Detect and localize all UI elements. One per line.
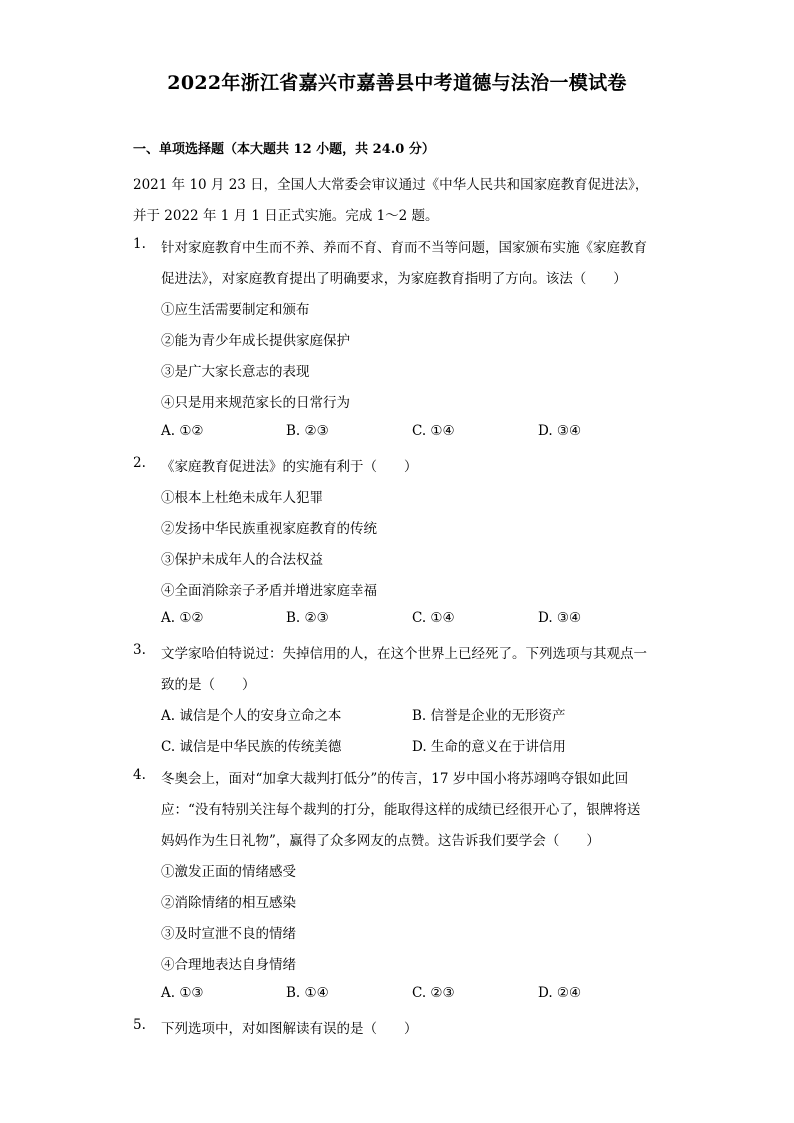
intro-line: 2021 年 10 月 23 日，全国人大常委会审议通过《中华人民共和国家庭教育促进法》， (133, 177, 649, 193)
page-title: 2022年浙江省嘉兴市嘉善县中考道德与法治一模试卷 (167, 72, 627, 94)
question-stem: 促进法》，对家庭教育提出了明确要求，为家庭教育指明了方向。该法（ ） (161, 271, 627, 287)
question-number: 5. (133, 1017, 146, 1033)
option-a[interactable]: A. ①② (161, 610, 204, 626)
option-d[interactable]: D. 生命的意义在于讲信用 (412, 739, 566, 755)
question-item: ①激发正面的情绪感受 (161, 864, 296, 880)
question-stem: 下列选项中，对如图解读有误的是（ ） (161, 1021, 418, 1037)
question-item: ②消除情绪的相互感染 (161, 895, 296, 911)
option-a[interactable]: A. ①③ (161, 985, 204, 1001)
option-b[interactable]: B. ①④ (286, 985, 329, 1001)
question-stem: 应：“没有特别关注每个裁判的打分，能取得这样的成绩已经很开心了，银牌将送 (161, 802, 641, 818)
question-stem: 致的是（ ） (161, 677, 256, 693)
question-stem: 《家庭教育促进法》的实施有利于（ ） (161, 459, 418, 475)
question-number: 4. (133, 767, 146, 783)
option-c[interactable]: C. ①④ (412, 610, 455, 626)
question-stem: 文学家哈伯特说过：失掉信用的人，在这个世界上已经死了。下列选项与其观点一 (161, 646, 647, 662)
option-c[interactable]: C. ②③ (412, 985, 455, 1001)
question-item: ④全面消除亲子矛盾并增进家庭幸福 (161, 583, 377, 599)
section-heading: 一、单项选择题（本大题共 12 小题，共 24.0 分） (133, 142, 435, 157)
option-c[interactable]: C. 诚信是中华民族的传统美德 (161, 739, 342, 755)
question-stem: 冬奥会上，面对“加拿大裁判打低分”的传言，17 岁中国小将苏翊鸣夺银如此回 (161, 771, 629, 787)
option-b[interactable]: B. ②③ (286, 610, 329, 626)
intro-line: 并于 2022 年 1 月 1 日正式实施。完成 1～2 题。 (133, 208, 439, 224)
question-item: ②能为青少年成长提供家庭保护 (161, 333, 350, 349)
question-item: ④只是用来规范家长的日常行为 (161, 395, 350, 411)
option-d[interactable]: D. ③④ (538, 610, 582, 626)
question-item: ③及时宣泄不良的情绪 (161, 926, 296, 942)
option-b[interactable]: B. 信誉是企业的无形资产 (412, 708, 566, 724)
option-d[interactable]: D. ②④ (538, 985, 582, 1001)
question-item: ②发扬中华民族重视家庭教育的传统 (161, 521, 377, 537)
question-number: 2. (133, 455, 146, 471)
question-number: 3. (133, 642, 146, 658)
option-d[interactable]: D. ③④ (538, 423, 582, 439)
question-stem: 妈妈作为生日礼物”，赢得了众多网友的点赞。这告诉我们要学会（ ） (161, 833, 600, 849)
question-item: ③是广大家长意志的表现 (161, 364, 310, 380)
question-item: ④合理地表达自身情绪 (161, 957, 296, 973)
question-number: 1. (133, 236, 146, 252)
option-c[interactable]: C. ①④ (412, 423, 455, 439)
question-item: ①应生活需要制定和颁布 (161, 302, 310, 318)
question-item: ①根本上杜绝未成年人犯罪 (161, 490, 323, 506)
option-b[interactable]: B. ②③ (286, 423, 329, 439)
question-stem: 针对家庭教育中生而不养、养而不育、育而不当等问题，国家颁布实施《家庭教育 (161, 240, 647, 256)
question-item: ③保护未成年人的合法权益 (161, 552, 323, 568)
option-a[interactable]: A. ①② (161, 423, 204, 439)
option-a[interactable]: A. 诚信是个人的安身立命之本 (161, 708, 342, 724)
